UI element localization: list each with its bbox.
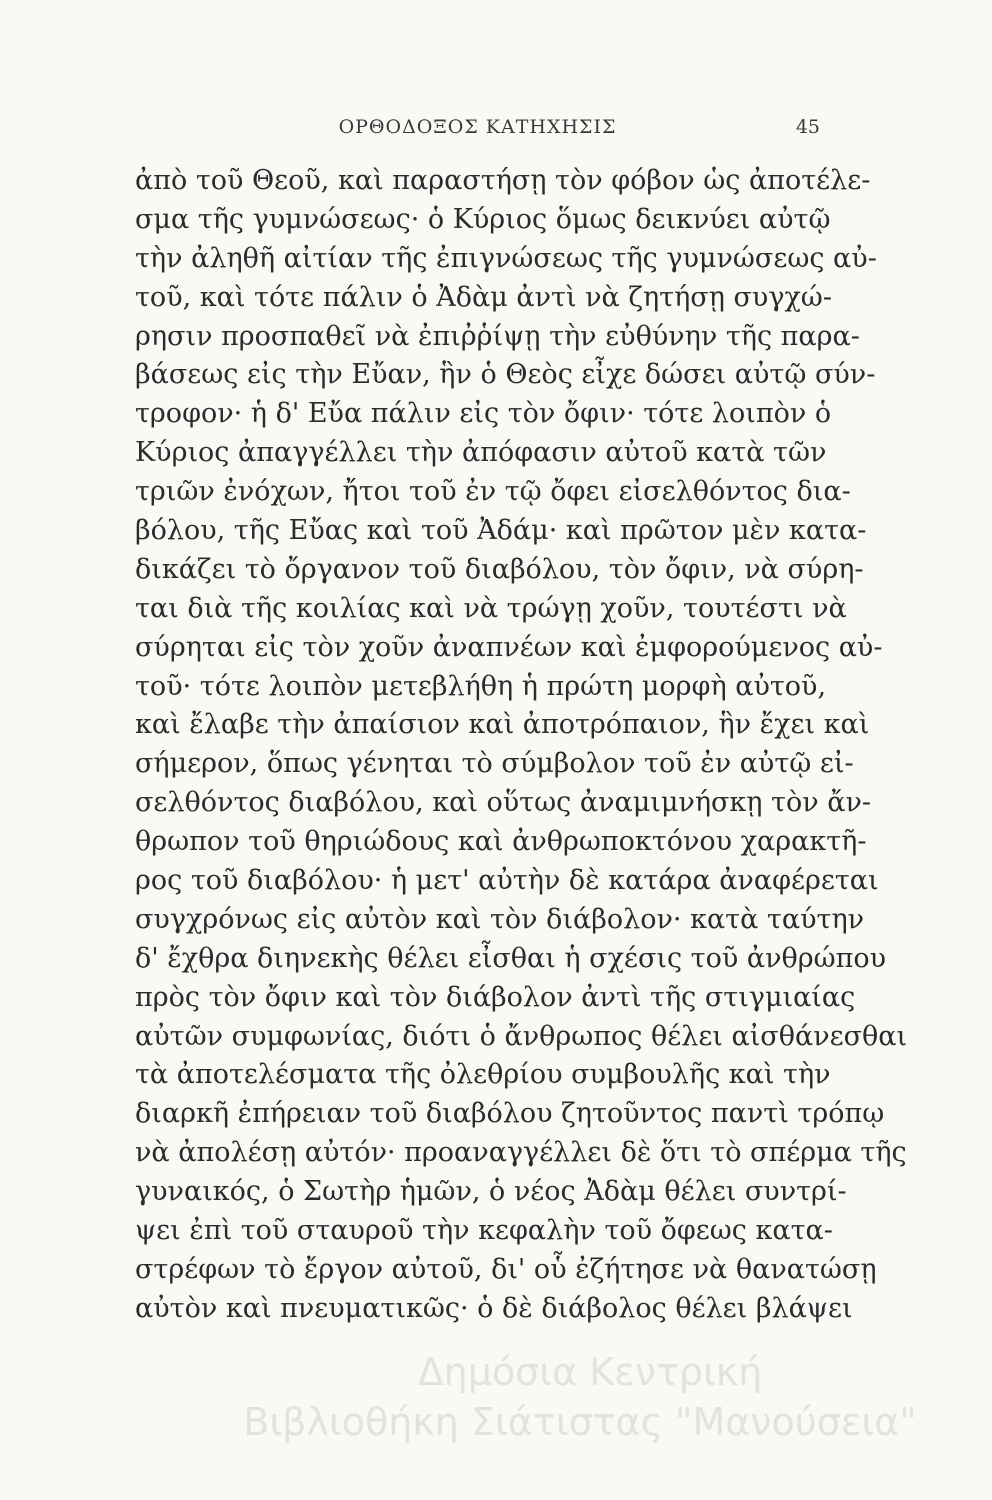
text-line: ται διὰ τῆς κοιλίας καὶ νὰ τρώγῃ χοῦν, τουτέστι νὰ <box>135 592 847 624</box>
library-watermark-line-1: Δημόσια Κεντρική <box>417 1350 763 1394</box>
text-line: ρησιν προσπαθεῖ νὰ ἐπιῤῥίψῃ τὴν εὐθύνην τῆς παρα- <box>135 320 860 352</box>
text-line: πρὸς τὸν ὄφιν καὶ τὸν διάβολον ἀντὶ τῆς στιγμιαίας <box>135 981 856 1013</box>
text-line: βόλου, τῆς Εὔας καὶ τοῦ Ἀδάμ· καὶ πρῶτον μὲν κατα- <box>135 515 867 547</box>
text-line: Κύριος ἀπαγγέλλει τὴν ἀπόφασιν αὐτοῦ κατὰ τῶν <box>135 437 827 469</box>
text-line: συγχρόνως εἰς αὐτὸν καὶ τὸν διάβολον· κατὰ ταύτην <box>135 903 865 935</box>
text-line: στρέφων τὸ ἔργον αὐτοῦ, δι' οὗ ἐζήτησε νὰ θανατώσῃ <box>135 1253 877 1285</box>
text-line: τοῦ· τότε λοιπὸν μετεβλήθη ἡ πρώτη μορφὴ αὐτοῦ, <box>135 670 827 702</box>
running-head <box>135 116 820 146</box>
text-line: σύρηται εἰς τὸν χοῦν ἀναπνέων καὶ ἐμφορούμενος αὐ- <box>135 631 883 663</box>
body-text <box>135 162 908 1329</box>
running-title: ΟΡΘΟΔΟΞΟΣ ΚΑΤΗΧΗΣΙΣ <box>338 116 617 138</box>
text-line: σελθόντος διαβόλου, καὶ οὕτως ἀναμιμνήσκῃ τὸν ἄν- <box>135 787 872 819</box>
text-line: θρωπον τοῦ θηριώδους καὶ ἀνθρωποκτόνου χαρακτῆ- <box>135 826 867 858</box>
text-line: τοῦ, καὶ τότε πάλιν ὁ Ἀδὰμ ἀντὶ νὰ ζητήσῃ συγχώ- <box>135 281 832 313</box>
text-line: σμα τῆς γυμνώσεως· ὁ Κύριος ὅμως δεικνύει αὐτῷ <box>135 203 831 235</box>
text-line: τὰ ἀποτελέσματα τῆς ὀλεθρίου συμβουλῆς καὶ τὴν <box>135 1059 831 1091</box>
text-line: βάσεως εἰς τὴν Εὔαν, ἣν ὁ Θεὸς εἶχε δώσει αὐτῷ σύν- <box>135 359 876 391</box>
text-line: σήμερον, ὅπως γένηται τὸ σύμβολον τοῦ ἐν αὐτῷ εἰ- <box>135 748 854 780</box>
text-line: δικάζει τὸ ὄργανον τοῦ διαβόλου, τὸν ὄφιν, νὰ σύρη- <box>135 553 864 585</box>
text-line: τριῶν ἐνόχων, ἤτοι τοῦ ἐν τῷ ὄφει εἰσελθόντος δια- <box>135 476 851 508</box>
text-line: ρος τοῦ διαβόλου· ἡ μετ' αὐτὴν δὲ κατάρα ἀναφέρεται <box>135 865 879 897</box>
text-line: καὶ ἔλαβε τὴν ἀπαίσιον καὶ ἀποτρόπαιον, ἣν ἔχει καὶ <box>135 709 870 741</box>
library-watermark-line-2: Βιβλιοθήκη Σιάτιστας "Μανούσεια" <box>243 1400 917 1444</box>
text-line: γυναικός, ὁ Σωτὴρ ἡμῶν, ὁ νέος Ἀδὰμ θέλει συντρί- <box>135 1176 847 1208</box>
text-line: αὐτὸν καὶ πνευματικῶς· ὁ δὲ διάβολος θέλει βλάψει <box>135 1292 853 1324</box>
text-line: δ' ἔχθρα διηνεκὴς θέλει εἶσθαι ἡ σχέσις τοῦ ἀνθρώπου <box>135 942 887 974</box>
text-line: τροφον· ἡ δ' Εὔα πάλιν εἰς τὸν ὄφιν· τότε λοιπὸν ὁ <box>135 398 832 430</box>
page-number: 45 <box>795 116 820 138</box>
text-line: ψει ἐπὶ τοῦ σταυροῦ τὴν κεφαλὴν τοῦ ὄφεως κατα- <box>135 1215 833 1247</box>
text-line: τὴν ἀληθῆ αἰτίαν τῆς ἐπιγνώσεως τῆς γυμνώσεως αὐ- <box>135 242 877 274</box>
text-line: νὰ ἀπολέσῃ αὐτόν· προαναγγέλλει δὲ ὅτι τὸ σπέρμα τῆς <box>135 1137 907 1169</box>
text-line: ἀπὸ τοῦ Θεοῦ, καὶ παραστήσῃ τὸν φόβον ὡς ἀποτέλε- <box>135 165 871 196</box>
text-line: αὐτῶν συμφωνίας, διότι ὁ ἄνθρωπος θέλει αἰσθάνεσθαι <box>135 1020 908 1052</box>
text-line: διαρκῆ ἐπήρειαν τοῦ διαβόλου ζητοῦντος παντὶ τρόπῳ <box>135 1098 885 1130</box>
